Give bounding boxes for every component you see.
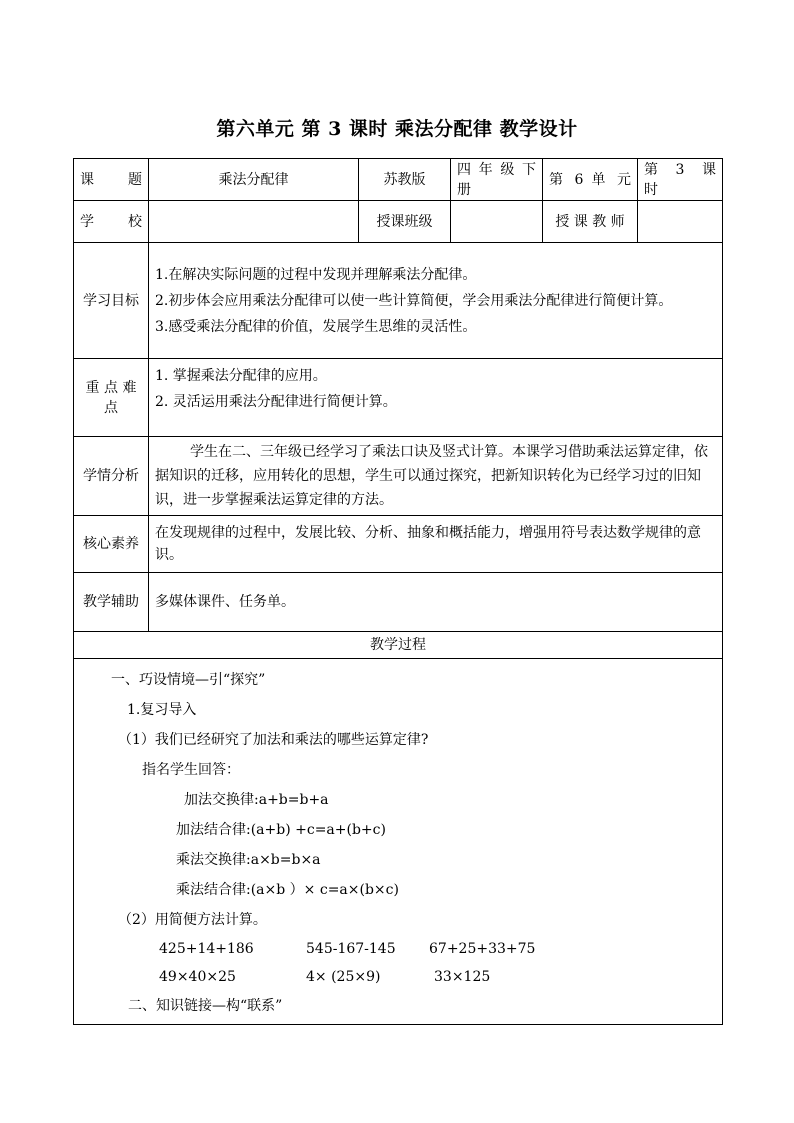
school-value[interactable] xyxy=(149,201,359,243)
aids-label: 教学辅助 xyxy=(74,573,149,632)
goal-item: 1.在解决实际问题的过程中发现并理解乘法分配律。 xyxy=(155,266,477,283)
analysis-text: 学生在二、三年级已经学习了乘法口诀及竖式计算。本课学习借助乘法运算定律，依据知识的迁移，应用转化的思想，学生可以通过探究，把新知识转化为已经学习过的旧知识，进一步掌握乘法运算定律的方法。 xyxy=(149,437,723,516)
class-value[interactable] xyxy=(451,201,543,243)
publisher: 苏教版 xyxy=(359,159,451,201)
page-title: 第六单元 第 3 课时 乘法分配律 教学设计 xyxy=(216,118,578,140)
calc-item: 49×40×25 xyxy=(159,969,236,985)
process-header-row xyxy=(74,632,723,659)
goals-row xyxy=(74,243,723,359)
calc-row xyxy=(74,963,722,991)
goals-content xyxy=(149,243,723,359)
section-heading: 一、巧设情境—引“探究” xyxy=(111,672,266,688)
subject-value: 乘法分配律 xyxy=(149,159,359,201)
unit: 第 6 单 元 xyxy=(543,159,638,201)
key-points-row xyxy=(74,359,723,437)
school-label: 学 校 xyxy=(74,201,149,243)
lesson-plan-table xyxy=(73,158,723,1025)
law-item: 乘法交换律:a×b=b×a xyxy=(176,852,321,868)
step-heading: 1.复习导入 xyxy=(127,702,197,718)
law-item: 乘法结合律:(a×b ）× c=a×(b×c) xyxy=(176,882,399,898)
class-label: 授课班级 xyxy=(359,201,451,243)
law-item: 加法交换律:a+b=b+a xyxy=(184,792,329,808)
calc-item: 67+25+33+75 xyxy=(429,941,536,957)
calc-item: 33×125 xyxy=(434,969,491,985)
aids-text: 多媒体课件、任务单。 xyxy=(149,573,723,632)
aids-row xyxy=(74,573,723,632)
law-item: 加法结合律:(a+b) +c=a+(b+c) xyxy=(176,822,386,838)
lesson: 第 3 课 时 xyxy=(638,159,723,201)
goals-label: 学习目标 xyxy=(74,243,149,359)
teacher-label: 授 课 教 师 xyxy=(543,201,638,243)
calc-item: 425+14+186 xyxy=(159,941,254,957)
calc-item: 4× (25×9) xyxy=(306,969,381,985)
literacy-label: 核心素养 xyxy=(74,516,149,573)
analysis-label: 学情分析 xyxy=(74,437,149,516)
goal-item: 3.感受乘法分配律的价值，发展学生思维的灵活性。 xyxy=(155,318,477,335)
question: （2）用简便方法计算。 xyxy=(118,912,267,928)
goal-item: 2.初步体会应用乘法分配律可以使一些计算简便，学会用乘法分配律进行简便计算。 xyxy=(155,292,673,309)
key-points-content xyxy=(149,359,723,437)
calc-item: 545-167-145 xyxy=(306,941,396,957)
section-heading: 二、知识链接—构“联系” xyxy=(128,998,283,1014)
literacy-text: 在发现规律的过程中，发展比较、分析、抽象和概括能力，增强用符号表达数学规律的意识。 xyxy=(149,516,723,573)
teacher-value[interactable] xyxy=(638,201,723,243)
process-header: 教学过程 xyxy=(74,632,723,659)
subject-label: 课 题 xyxy=(74,159,149,201)
calc-row xyxy=(74,935,722,963)
grade: 四 年 级 下 册 xyxy=(451,159,543,201)
literacy-row xyxy=(74,516,723,573)
question: （1）我们已经研究了加法和乘法的哪些运算定律? xyxy=(118,732,429,748)
school-row xyxy=(74,201,723,243)
key-point-item: 2. 灵活运用乘法分配律进行简便计算。 xyxy=(155,394,397,410)
key-point-item: 1. 掌握乘法分配律的应用。 xyxy=(155,368,327,384)
process-body-row xyxy=(74,659,723,1025)
answer-intro: 指名学生回答： xyxy=(142,762,240,778)
analysis-row xyxy=(74,437,723,516)
header-row xyxy=(74,159,723,201)
key-points-label: 重 点 难 点 xyxy=(74,359,149,437)
process-body xyxy=(74,659,723,1025)
